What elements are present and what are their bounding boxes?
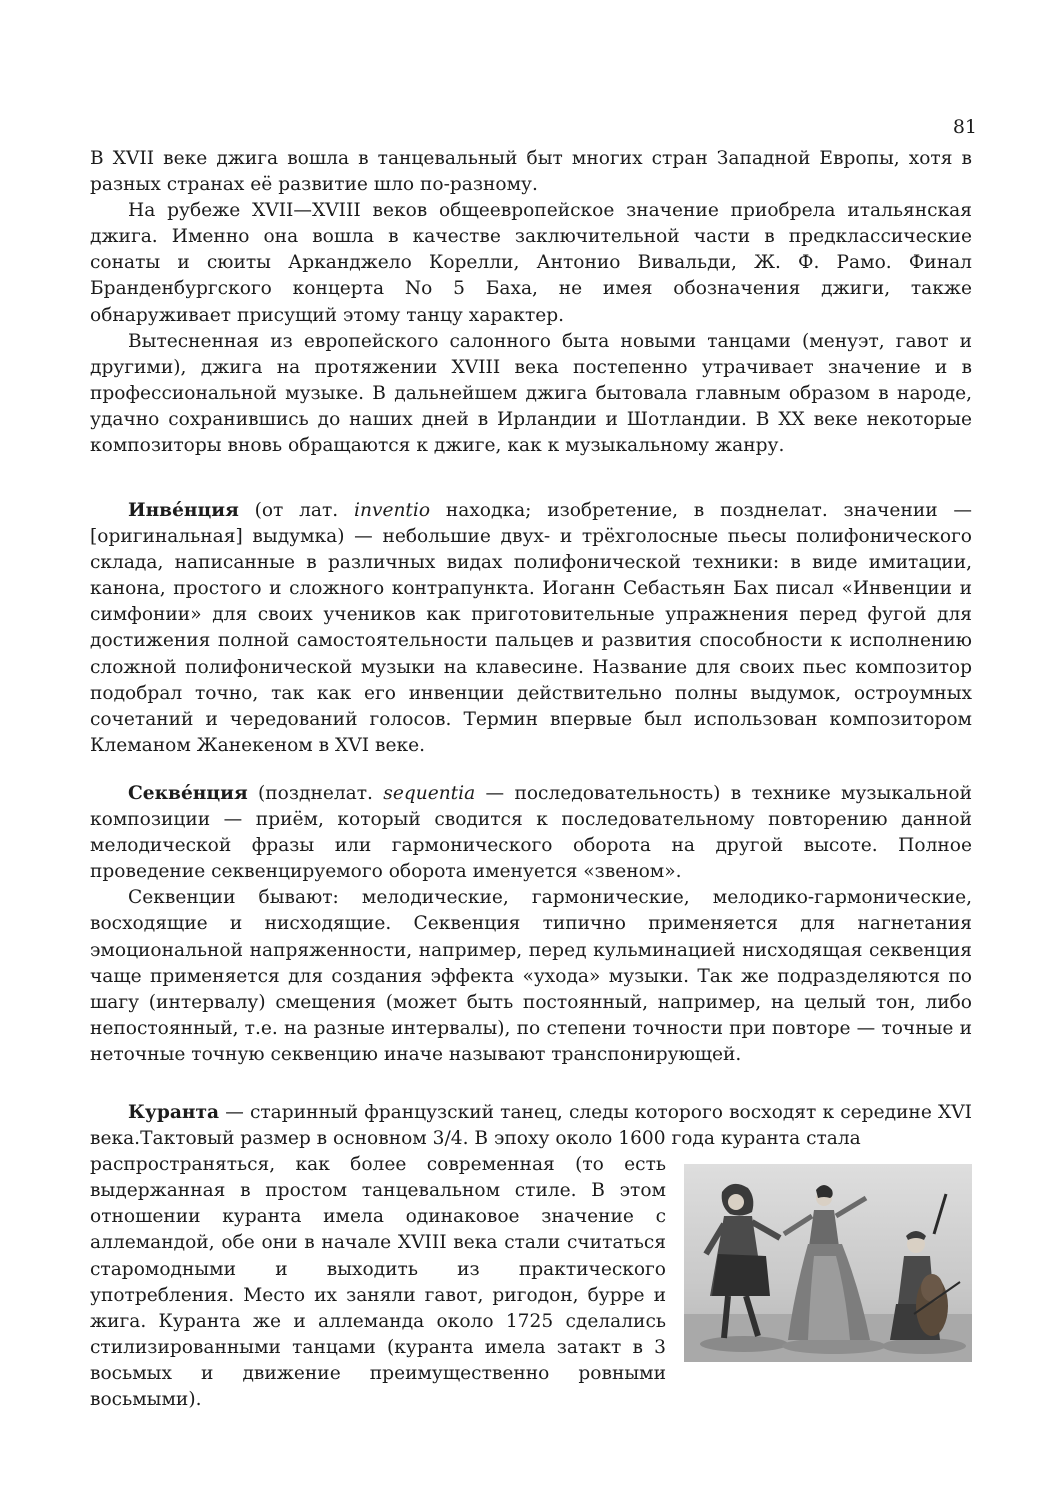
invention-paragraph [90, 498, 972, 759]
jig-paragraph-3: Вытесненная из европейского салонного быта новыми танцами (менуэт, гавот и другими), джига на протяжении XVIII века постепенно утрачивает значение и в профессиональной музыке. В дальнейшем джига бытовала главным образом в народе, удачно сохранившись до наших дней в Ирландии и Шотландии. В XX веке некоторые композиторы вновь обращаются к джиге, как к музыкальному жанру. [90, 330, 972, 457]
sequence-latin: sequentia [383, 783, 476, 804]
section-invention [90, 498, 972, 759]
invention-latin: inventio [354, 500, 431, 521]
dancers-illustration [684, 1164, 972, 1362]
invention-pre: (от лат. [238, 500, 355, 521]
courante-paragraph: распространяться, как более современная (то есть выдержанная в простом танцевальном стиле. В этом отношении куранта имела одинаковое значение с аллемандой, обе они в начале XVIII века стали считаться старомодными и выходить из практического употребления. Место их заняли гавот, ригодон, бурре и жига. Куранта же и аллеманда около 1725 сделались стилизированными танцами (куранта имела затакт в 3 восьмых и движение преимущественно ровными восьмыми). [90, 1154, 666, 1411]
sequence-pre: (позднелат. [247, 783, 384, 804]
courante-intro [90, 1100, 972, 1152]
jig-paragraph-1: В XVII веке джига вошла в танцевальный быт многих стран Западной Европы, хотя в разных странах её развитие шло по-разному. [90, 148, 972, 196]
female-dancer-figure [784, 1185, 870, 1340]
invention-text: находка; изобретение, в позднелат. значении — [оригинальная] выдумка) — небольшие двух- и трёхголосные пьесы полифонического склада, написанные в различных видах полифонической техники: в виде имитации, канона, простого и сложного контрапункта. Иоганн Себастьян Бах писал «Инвенции и симфонии» для своих учеников как приготовительные упражнения перед фугой для достижения полной самостоятельности пальцев и развития способности к исполнению сложной полифонической музыки на клавесине. Название для своих пьес композитор подобрал точно, так как его инвенции действительно полны выдумок, остроумных сочетаний и чередований голосов. Термин впервые был использован композитором Клеманом Жанекеном в XVI веке. [90, 500, 973, 756]
section-jig [90, 146, 972, 459]
courante-line1: — старинный французский танец, следы которого восходят к середине XVI века.Тактовый размер в основном 3/4. В эпоху около 1600 года куранта стала [90, 1102, 972, 1150]
section-courante [90, 1100, 972, 1413]
sequence-paragraph-1 [90, 781, 972, 885]
sequence-text: — последовательность) в технике музыкальной композиции — приём, который сводится к последовательному повторению данной мелодической фразы или гармонического оборота на другой высоте. Полное проведение секвенцируемого оборота именуется «звеном». [90, 783, 972, 883]
sequence-paragraph-2: Секвенции бывают: мелодические, гармонические, мелодико-гармонические, восходящие и нисходящие. Секвенция типично применяется для нагнетания эмоциональной напряженности, например, перед кульминацией нисходящая секвенция чаще применяется для создания эффекта «ухода» музыки. Так же подразделяются по шагу (интервалу) смещения (может быть постоянный, например, на целый тон, либо непостоянный, т.е. на разные интервалы), по степени точности при повторе — точные и неточные точную секвенцию иначе называют транспонирующей. [90, 887, 972, 1065]
courante-term: Куранта [128, 1102, 220, 1123]
jig-paragraph-2: На рубеже XVII—XVIII веков общеевропейское значение приобрела итальянская джига. Именно она вошла в качестве заключительной части в предклассические сонаты и сюиты Арканджело Корелли, Антонио Вивальди, Ж. Ф. Рамо. Финал Бранденбургского концерта No 5 Баха, не имея обозначения джиги, также обнаруживает присущий этому танцу характер. [90, 200, 972, 326]
sequence-term: Секве́нция [128, 783, 248, 804]
page-number: 81 [952, 116, 977, 138]
invention-term: Инве́нция [128, 500, 239, 521]
section-sequence [90, 781, 972, 1068]
